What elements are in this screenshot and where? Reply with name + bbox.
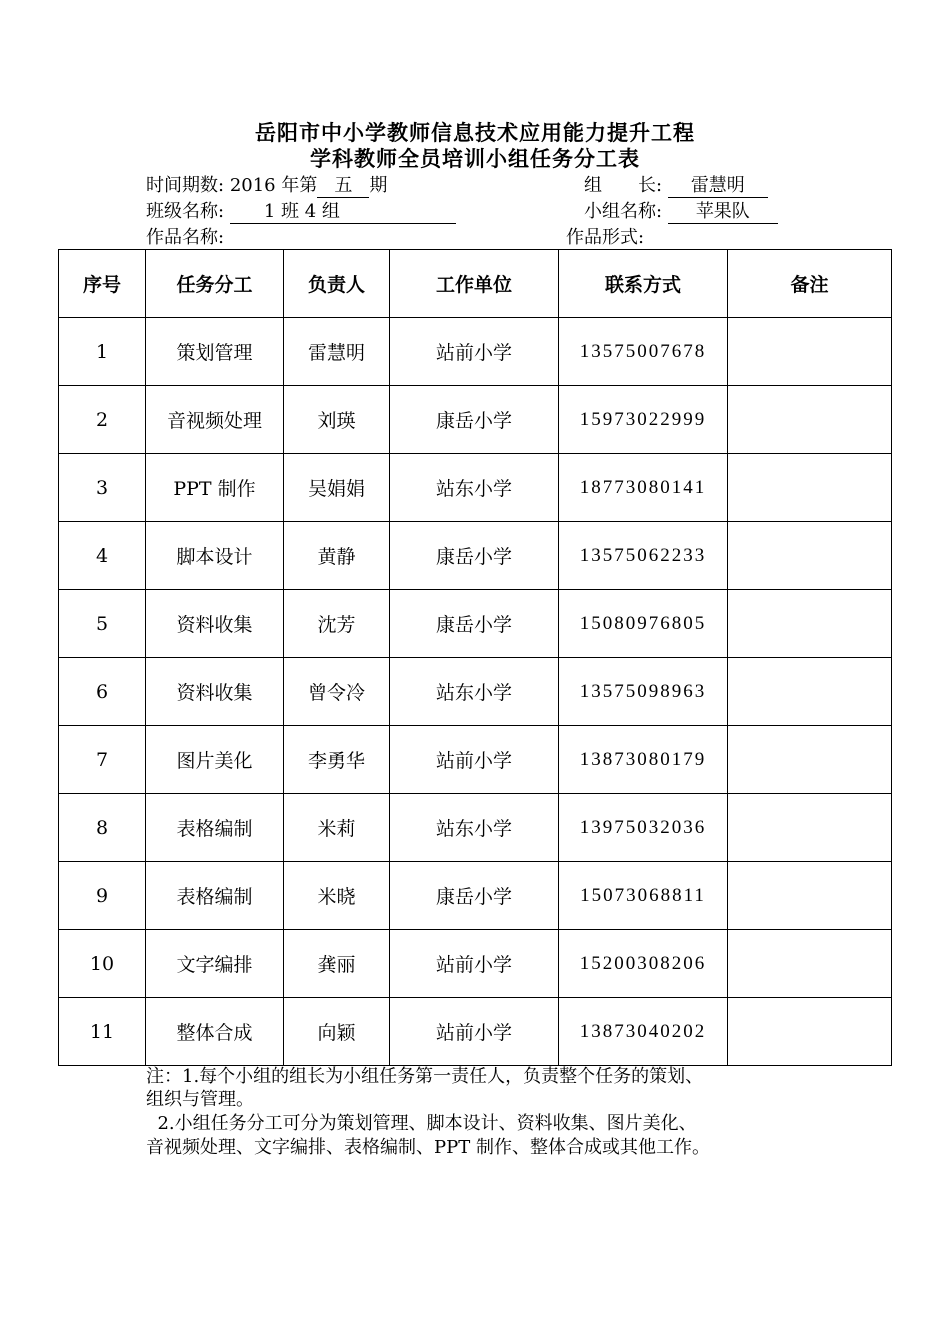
cell-remarks [728,454,892,522]
note-line-4: 音视频处理、文字编排、表格编制、PPT 制作、整体合成或其他工作。 [146,1137,710,1158]
cell-contact: 13575098963 [559,658,728,726]
cell-contact: 15973022999 [559,386,728,454]
cell-unit: 康岳小学 [390,386,559,454]
table-header-row [59,250,892,318]
cell-unit: 站前小学 [390,998,559,1066]
group-field [584,200,778,224]
cell-index: 9 [59,862,146,930]
table-row [59,522,892,590]
cell-unit: 站东小学 [390,454,559,522]
cell-index: 3 [59,454,146,522]
cell-remarks [728,522,892,590]
cell-unit: 康岳小学 [390,590,559,658]
cell-task: 文字编排 [146,930,284,998]
cell-unit: 站前小学 [390,930,559,998]
cell-index: 2 [59,386,146,454]
cell-owner: 米晓 [284,862,390,930]
cell-owner: 刘瑛 [284,386,390,454]
header-owner: 负责人 [284,250,390,318]
header-index: 序号 [59,250,146,318]
work-form-field [566,226,784,250]
cell-owner: 黄静 [284,522,390,590]
cell-index: 1 [59,318,146,386]
cell-task: 策划管理 [146,318,284,386]
leader-field [584,174,768,198]
cell-owner: 向颖 [284,998,390,1066]
work-form-label: 作品形式: [566,227,645,248]
cell-remarks [728,386,892,454]
cell-task: 脚本设计 [146,522,284,590]
table-row [59,930,892,998]
cell-task: 整体合成 [146,998,284,1066]
table-row [59,590,892,658]
class-value-text: 1 班 4 组 [263,201,340,222]
cell-remarks [728,930,892,998]
cell-task: 表格编制 [146,794,284,862]
cell-index: 4 [59,522,146,590]
cell-index: 6 [59,658,146,726]
cell-remarks [728,794,892,862]
cell-index: 8 [59,794,146,862]
table-row [59,658,892,726]
cell-task: 资料收集 [146,590,284,658]
cell-index: 10 [59,930,146,998]
cell-index: 5 [59,590,146,658]
cell-remarks [728,318,892,386]
table-row [59,386,892,454]
class-label: 班级名称: [146,201,225,222]
leader-label: 组 长: [584,175,663,196]
table-row [59,862,892,930]
period-value: 五 [317,176,369,198]
cell-contact: 15200308206 [559,930,728,998]
work-form-value [650,228,784,250]
work-name-value [230,228,396,250]
task-assignment-table [58,249,892,1066]
cell-contact: 13575062233 [559,522,728,590]
cell-contact: 15073068811 [559,862,728,930]
header-task: 任务分工 [146,250,284,318]
document-title-line-1: 岳阳市中小学教师信息技术应用能力提升工程 [255,120,695,145]
cell-remarks [728,590,892,658]
cell-task: 表格编制 [146,862,284,930]
period-suffix: 期 [369,175,388,196]
cell-remarks [728,658,892,726]
cell-owner: 吴娟娟 [284,454,390,522]
header-contact: 联系方式 [559,250,728,318]
cell-owner: 雷慧明 [284,318,390,386]
class-value [230,202,456,224]
cell-contact: 15080976805 [559,590,728,658]
cell-unit: 康岳小学 [390,522,559,590]
group-value: 苹果队 [668,202,778,224]
cell-unit: 站前小学 [390,318,559,386]
class-field [146,200,456,224]
header-unit: 工作单位 [390,250,559,318]
cell-index: 11 [59,998,146,1066]
leader-value: 雷慧明 [668,176,768,198]
cell-owner: 龚丽 [284,930,390,998]
group-label: 小组名称: [584,201,663,222]
note-line-3: 2.小组任务分工可分为策划管理、脚本设计、资料收集、图片美化、 [146,1113,697,1134]
cell-contact: 13575007678 [559,318,728,386]
cell-task: 音视频处理 [146,386,284,454]
cell-owner: 李勇华 [284,726,390,794]
cell-contact: 13873080179 [559,726,728,794]
cell-owner: 米莉 [284,794,390,862]
cell-unit: 站东小学 [390,658,559,726]
cell-contact: 18773080141 [559,454,728,522]
note-line-1: 注：1.每个小组的组长为小组任务第一责任人，负责整个任务的策划、 [146,1066,704,1087]
document-title-line-2: 学科教师全员培训小组任务分工表 [310,146,640,171]
period-year: 2016 年第 [229,175,318,196]
period-field [146,174,387,198]
cell-index: 7 [59,726,146,794]
table-row [59,318,892,386]
cell-task: 资料收集 [146,658,284,726]
table-row [59,726,892,794]
cell-contact: 13975032036 [559,794,728,862]
cell-task: PPT 制作 [146,454,284,522]
work-name-label: 作品名称: [146,227,225,248]
cell-remarks [728,998,892,1066]
cell-contact: 13873040202 [559,998,728,1066]
table-row [59,454,892,522]
note-line-2: 组织与管理。 [146,1089,254,1110]
table-row [59,998,892,1066]
cell-remarks [728,726,892,794]
cell-remarks [728,862,892,930]
cell-unit: 康岳小学 [390,862,559,930]
cell-unit: 站东小学 [390,794,559,862]
cell-owner: 沈芳 [284,590,390,658]
work-name-field [146,226,396,250]
cell-unit: 站前小学 [390,726,559,794]
header-remarks: 备注 [728,250,892,318]
cell-task: 图片美化 [146,726,284,794]
table-row [59,794,892,862]
period-label: 时间期数: [146,175,225,196]
cell-owner: 曾令冷 [284,658,390,726]
